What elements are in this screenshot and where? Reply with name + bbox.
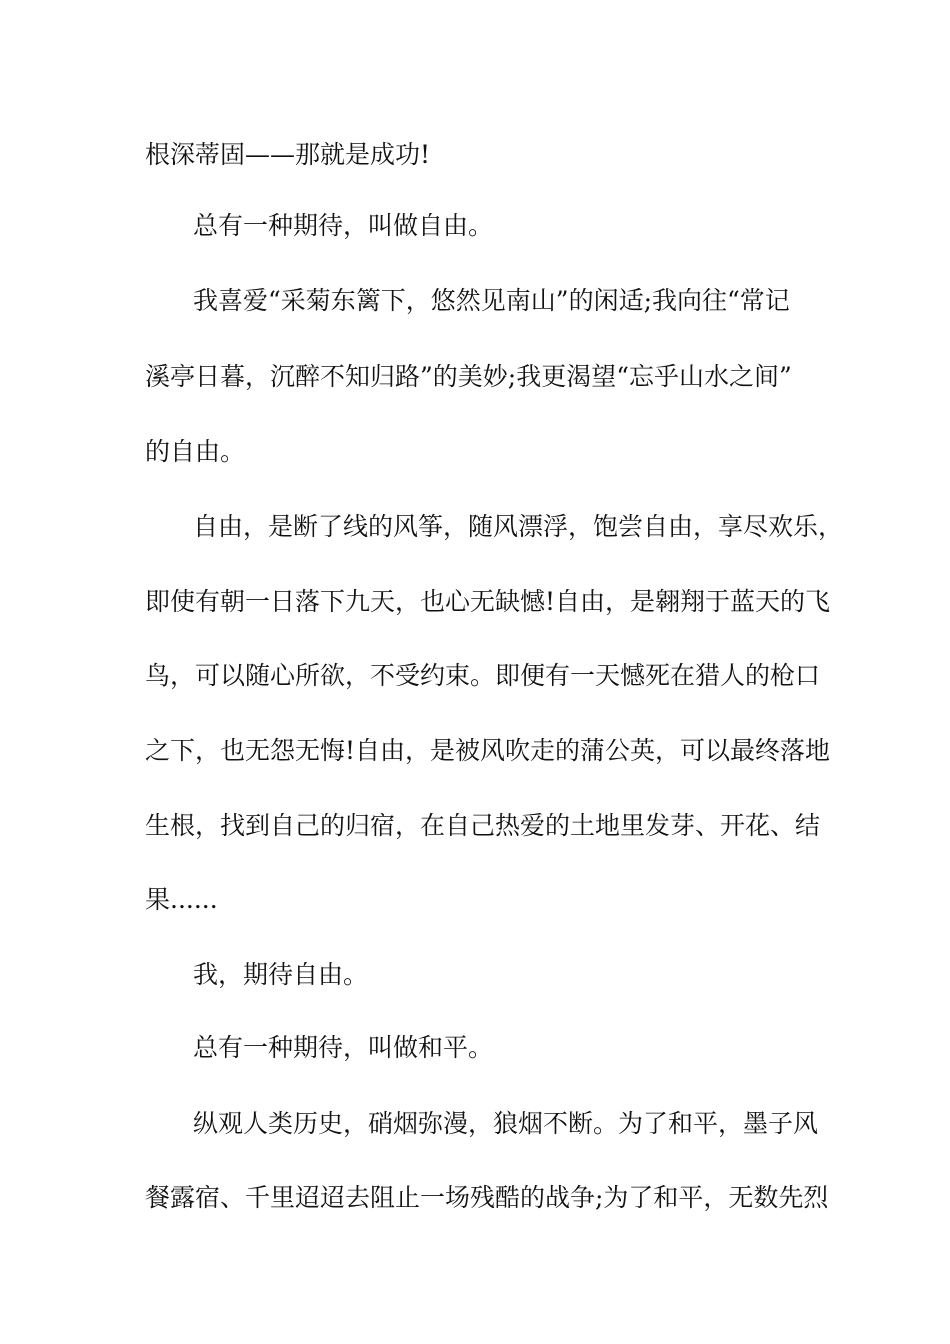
text-line: 根深蒂固——那就是成功! [145, 140, 431, 169]
text-line: 我喜爱“采菊东篱下，悠然见南山”的闲适;我向往“常记 [193, 286, 790, 315]
text-line: 自由，是断了线的风筝，随风漂浮，饱尝自由，享尽欢乐， [193, 512, 844, 541]
text-line: 总有一种期待，叫做自由。 [193, 211, 494, 240]
text-line: 生根，找到自己的归宿，在自己热爱的土地里发芽、开花、结 [145, 811, 821, 840]
text-line: 鸟，可以随心所欲，不受约束。即便有一天憾死在猎人的枪口 [145, 661, 821, 690]
text-line: 餐露宿、千里迢迢去阻止一场残酷的战争;为了和平，无数先烈 [145, 1183, 829, 1212]
text-line: 的自由。 [145, 437, 246, 466]
text-line: 溪亭日暮，沉醉不知归路”的美妙;我更渴望“忘乎山水之间” [145, 362, 792, 391]
text-line: 我，期待自由。 [193, 960, 369, 989]
text-line: 纵观人类历史，硝烟弥漫，狼烟不断。为了和平，墨子风 [193, 1109, 819, 1138]
text-line: 即使有朝一日落下九天，也心无缺憾!自由，是翱翔于蓝天的飞 [145, 587, 831, 616]
text-line: 总有一种期待，叫做和平。 [193, 1033, 494, 1062]
text-line: 果...... [145, 885, 218, 914]
text-line: 之下，也无怨无悔!自由，是被风吹走的蒲公英，可以最终落地 [145, 736, 831, 765]
